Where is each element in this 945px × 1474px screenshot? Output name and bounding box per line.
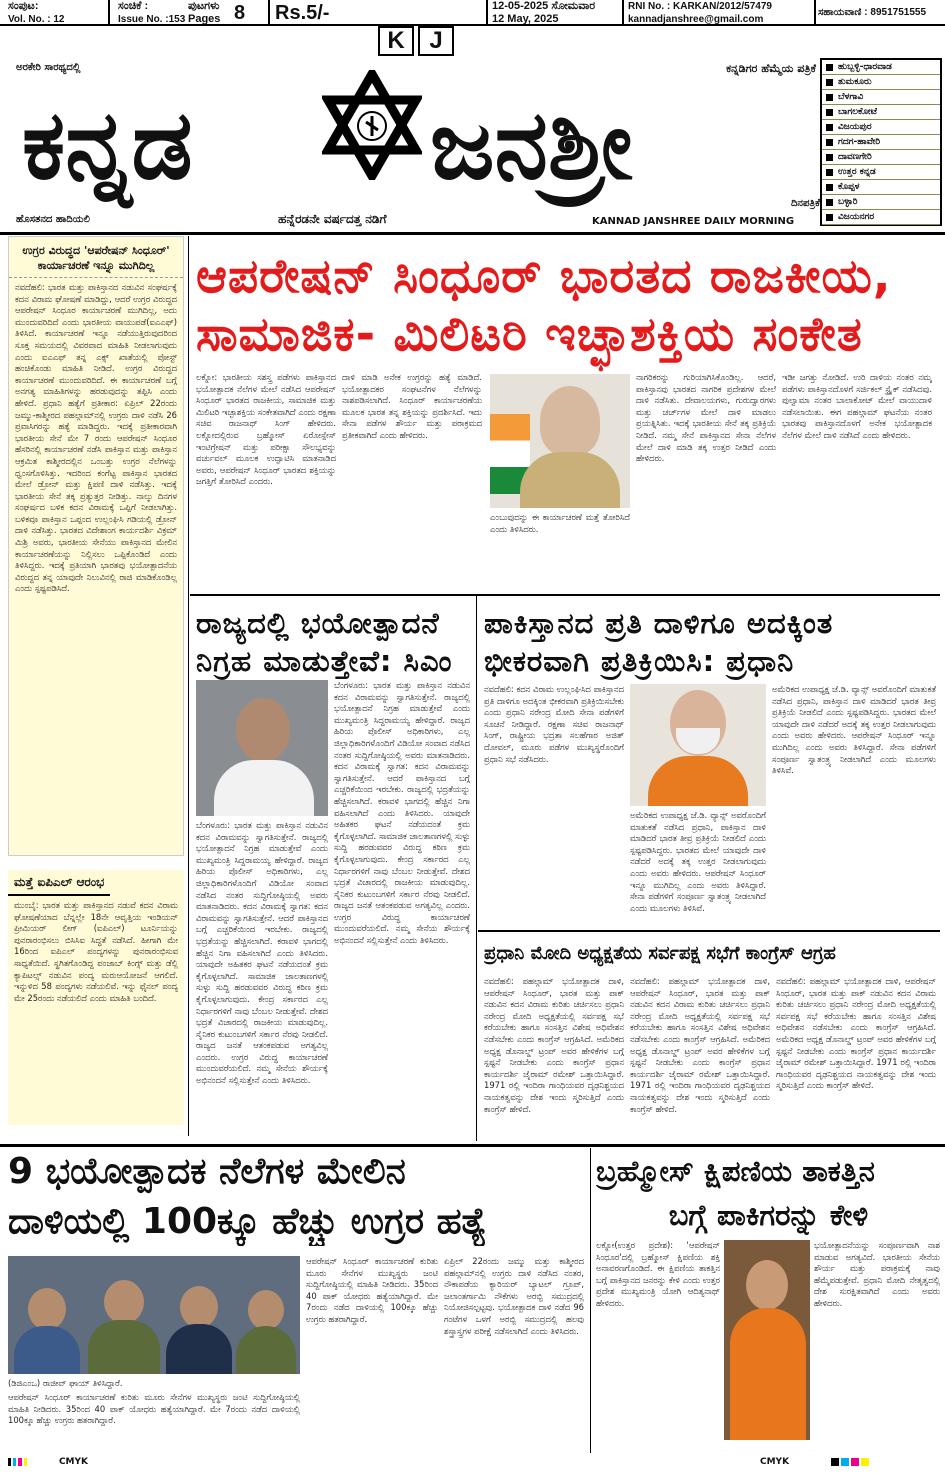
yogi-adityanath-photo: [724, 1240, 810, 1440]
cm-headline-line2: ನಿಗ್ರಹ ಮಾಡುತ್ತೇವೆ: ಸಿಎಂ: [196, 644, 453, 678]
main-headline-line1: ಆಪರೇಷನ್ ಸಿಂಧೂರ್ ಭಾರತದ ರಾಜಕೀಯ,: [196, 249, 892, 304]
pages-label: Pages: [188, 13, 221, 25]
masthead-title-b: ಜನಶ್ರೀ: [430, 89, 633, 201]
issue-number: Issue No. :153: [118, 14, 186, 25]
edition-item: ತುಮಕೂರು: [822, 75, 940, 90]
pm-headline-line1: ಪಾಕಿಸ್ತಾನದ ಪ್ರತಿ ದಾಳಿಗೂ ಅದಕ್ಕಿಂತ: [484, 606, 834, 640]
bottom-story-col3: ಏಪ್ರಿಲ್ 22ರಂದು ಜಮ್ಮು ಮತ್ತು ಕಾಶ್ಮೀರದ ಪಹಲ್ಗಾಮ್‌ನಲ್ಲಿ ಉಗ್ರರು ದಾಳಿ ನಡೆಸಿದ ನಂತರ, ನೌಕಾಪಡೆಯ ಕ್ಯಾರಿಯರ್ ಬ್ಯಾಟಲ್ ಗ್ರೂಪ್, ಜಲಾಂತರ್ಗಾಮಿ ನೌಕೆಗಳು ಅರಬ್ಬಿ ಸಮುದ್ರದಲ್ಲಿ ನಿಯೋಜಿಸಲ್ಪಟ್ಟವು. ಭಯೋತ್ಪಾದಕ ದಾಳಿ ನಡೆದ 96 ಗಂಟೆಗಳ ಒಳಗೆ ಅರಬ್ಬಿ ಸಮುದ್ರದಲ್ಲಿ ಹಲವು ಶಸ್ತ್ರಾಸ್ತ್ರಗಳ ಪರೀಕ್ಷೆ ನಡೆಸಲಾಗಿದೆ ಎಂದು ತಿಳಿಸಿದರು.: [444, 1256, 584, 1336]
left-story-title: ಉಗ್ರರ ವಿರುದ್ಧದ 'ಆಪರೇಷನ್ ಸಿಂಧೂರ್' ಕಾರ್ಯಾಚರಣೆ ಇನ್ನೂ ಮುಗಿದಿಲ್ಲ: [9, 237, 183, 278]
brahmos-story-col1: ಲಕ್ನೋ(ಉತ್ತರ ಪ್ರದೇಶ): 'ಆಪರೇಷನ್ ಸಿಂಧೂರ'ದಲ್ಲಿ ಬ್ರಹ್ಮೋಸ್ ಕ್ಷಿಪಣಿಯ ಶಕ್ತಿ ಅನಾವರಣಗೊಂಡಿದೆ. ಈ ಕ್ಷಿಪಣಿಯ ತಾಕತ್ತಿನ ಬಗ್ಗೆ ಪಾಕಿಸ್ತಾನದ ಜನರನ್ನು ಕೇಳಿ ಎಂದು ಉತ್ತರ ಪ್ರದೇಶ ಮುಖ್ಯಮಂತ್ರಿ ಯೋಗಿ ಆದಿತ್ಯನಾಥ್ ಹೇಳಿದರು.: [596, 1240, 720, 1308]
helpline: ಸಹಾಯವಾಣಿ : 8951751555: [818, 7, 927, 18]
date-en: 12 May, 2025: [492, 13, 559, 25]
cm-headline-line1: ರಾಜ್ಯದಲ್ಲಿ ಭಯೋತ್ಪಾದನೆ: [196, 606, 440, 640]
section-divider-2: [478, 930, 940, 932]
brahmos-headline-line2: ಬಗ್ಗೆ ಪಾಕಿಗರನ್ನು ಕೇಳಿ: [668, 1198, 869, 1232]
edition-item: ಉತ್ತರ ಕನ್ನಡ: [822, 165, 940, 180]
edition-item: ಹುಬ್ಬಳ್ಳಿ-ಧಾರವಾಡ: [822, 60, 940, 75]
section-divider: [190, 594, 940, 596]
congress-story-continued-2: ನವದೆಹಲಿ: ಪಹಲ್ಗಾಮ್ ಭಯೋತ್ಪಾದಕ ದಾಳಿ, ಆಪರೇಷನ್ ಸಿಂಧೂರ್, ಭಾರತ ಮತ್ತು ಪಾಕ್ ನಡುವಿನ ಕದನ ವಿರಾಮ ಕುರಿತು ಚರ್ಚಿಸಲು ಪ್ರಧಾನಿ ನರೇಂದ್ರ ಮೋದಿ ಅಧ್ಯಕ್ಷತೆಯಲ್ಲಿ ಸರ್ವಪಕ್ಷ ಸಭೆ ಕರೆಯಬೇಕು ಹಾಗೂ ಸಂಸತ್ತಿನ ವಿಶೇಷ ಅಧಿವೇಶನ ನಡೆಸಬೇಕು ಎಂದು ಕಾಂಗ್ರೆಸ್ ಆಗ್ರಹಿಸಿದೆ. ಅಮೆರಿಕದ ಅಧ್ಯಕ್ಷ ಡೊನಾಲ್ಡ್ ಟ್ರಂಪ್ ಅವರ ಹೇಳಿಕೆಗಳ ಬಗ್ಗೆ ಸ್ಪಷ್ಟನೆ ನೀಡಬೇಕು ಎಂದು ಕಾಂಗ್ರೆಸ್ ಪ್ರಧಾನ ಕಾರ್ಯದರ್ಶಿ ಜೈರಾಮ್ ರಮೇಶ್ ಒತ್ತಾಯಿಸಿದ್ದಾರೆ. 1971 ರಲ್ಲಿ ಇಂದಿರಾ ಗಾಂಧಿಯವರ ದೃಢನಿಶ್ಚಯದ ನಾಯಕತ್ವವನ್ನು ದೇಶ ಇಂದು ಸ್ಮರಿಸುತ್ತಿದೆ ಎಂದು ಕಾಂಗ್ರೆಸ್ ಹೇಳಿದೆ.: [776, 976, 936, 1091]
bottom-headline-line1: 9 ಭಯೋತ್ಪಾದಕ ನೆಲೆಗಳ ಮೇಲಿನ: [8, 1151, 406, 1192]
pm-headline-line2: ಭೀಕರವಾಗಿ ಪ್ರತಿಕ್ರಿಯಿಸಿ: ಪ್ರಧಾನಿ: [484, 644, 795, 678]
pm-story-col2: ಅಮೆರಿಕದ ಉಪಾಧ್ಯಕ್ಷ ಜೆ.ಡಿ. ವ್ಯಾನ್ಸ್ ಅವರೊಂದಿಗೆ ಮಾತುಕತೆ ನಡೆಸಿದ ಪ್ರಧಾನಿ, ಪಾಕಿಸ್ತಾನ ದಾಳಿ ಮಾಡಿದರೆ ಭಾರತ ತೀವ್ರ ಪ್ರತಿಕ್ರಿಯೆ ನೀಡಲಿದೆ ಎಂದು ಸ್ಪಷ್ಟಪಡಿಸಿದ್ದರು. ಭಾರತದ ಮೇಲೆ ಯಾವುದೇ ದಾಳಿ ನಡೆದರೆ ಅದಕ್ಕೆ ತಕ್ಕ ಉತ್ತರ ನೀಡಲಾಗುವುದು ಎಂದು ಅವರು ಹೇಳಿದರು. ಆಪರೇಷನ್ ಸಿಂಧೂರ್ ಇನ್ನೂ ಮುಗಿದಿಲ್ಲ ಎಂದು ಅವರು ತಿಳಿಸಿದ್ದಾರೆ. ಸೇನಾ ಪಡೆಗಳಿಗೆ ಸಂಪೂರ್ಣ ಸ್ವಾತಂತ್ರ್ಯ ನೀಡಲಾಗಿದೆ ಎಂದು ಮೂಲಗಳು ತಿಳಿಸಿವೆ.: [630, 810, 766, 913]
cm-story-col1: ಬೆಂಗಳೂರು: ಭಾರತ ಮತ್ತು ಪಾಕಿಸ್ತಾನ ನಡುವಿನ ಕದನ ವಿರಾಮವನ್ನು ಸ್ವಾಗತಿಸುತ್ತೇನೆ. ರಾಜ್ಯದಲ್ಲಿ ಭಯೋತ್ಪಾದನೆ ನಿಗ್ರಹ ಮಾಡುತ್ತೇವೆ ಎಂದು ಮುಖ್ಯಮಂತ್ರಿ ಸಿದ್ದರಾಮಯ್ಯ ಹೇಳಿದ್ದಾರೆ. ರಾಜ್ಯದ ಹಿರಿಯ ಪೊಲೀಸ್ ಅಧಿಕಾರಿಗಳು, ಎಲ್ಲ ಜಿಲ್ಲಾಧಿಕಾರಿಗಳೊಂದಿಗೆ ವಿಡಿಯೋ ಸಂವಾದ ನಡೆಸಿದ ನಂತರ ಸುದ್ದಿಗೋಷ್ಠಿಯಲ್ಲಿ ಅವರು ಮಾತನಾಡಿದರು. ಕದನ ವಿರಾಮಕ್ಕೆ ಸ್ವಾಗತ: ಕದನ ವಿರಾಮವನ್ನು ಸ್ವಾಗತಿಸುತ್ತೇನೆ. ಆದರೆ ಪಾಕಿಸ್ತಾನದ ಬಗ್ಗೆ ಎಚ್ಚರಿಕೆಯಿಂದ ಇರಬೇಕು. ರಾಜ್ಯದಲ್ಲಿ ಭದ್ರತೆಯನ್ನು ಹೆಚ್ಚಿಸಲಾಗಿದೆ. ಕರಾವಳಿ ಭಾಗದಲ್ಲಿ ಹೆಚ್ಚಿನ ನಿಗಾ ವಹಿಸಲಾಗಿದೆ ಎಂದು ತಿಳಿಸಿದರು. ಯಾವುದೇ ಅಹಿತಕರ ಘಟನೆ ನಡೆಯದಂತೆ ಕ್ರಮ ಕೈಗೊಳ್ಳಲಾಗಿದೆ. ಸಾಮಾಜಿಕ ಜಾಲತಾಣಗಳಲ್ಲಿ ಸುಳ್ಳು ಸುದ್ದಿ ಹರಡುವವರ ವಿರುದ್ಧ ಕಠಿಣ ಕ್ರಮ ಕೈಗೊಳ್ಳಲಾಗುವುದು. ಕೇಂದ್ರ ಸರ್ಕಾರದ ಎಲ್ಲ ನಿರ್ಧಾರಗಳಿಗೆ ನಾವು ಬೆಂಬಲ ನೀಡುತ್ತೇವೆ. ದೇಶದ ಭದ್ರತೆ ವಿಚಾರದಲ್ಲಿ ರಾಜಕೀಯ ಮಾಡುವುದಿಲ್ಲ. ಸೈನಿಕರ ಕುಟುಂಬಗಳಿಗೆ ಸರ್ಕಾರ ನೆರವು ನೀಡಲಿದೆ. ರಾಜ್ಯದ ಜನತೆ ಆತಂಕಪಡುವ ಅಗತ್ಯವಿಲ್ಲ ಎಂದರು. ಉಗ್ರರ ವಿರುದ್ಧ ಕಾರ್ಯಾಚರಣೆ ಮುಂದುವರೆಯಲಿದೆ. ನಮ್ಮ ಸೇನೆಯ ಶೌರ್ಯಕ್ಕೆ ಅಭಿನಂದನೆ ಸಲ್ಲಿಸುತ್ತೇನೆ ಎಂದು ತಿಳಿಸಿದರು.: [196, 820, 328, 1086]
masthead-daily: ದಿನಪತ್ರಿಕೆ: [790, 198, 820, 209]
bottom-headline-line2: ದಾಳಿಯಲ್ಲಿ 100ಕ್ಕೂ ಹೆಚ್ಚು ಉಗ್ರರ ಹತ್ಯೆ: [8, 1201, 488, 1242]
masthead-tagline: ಹನ್ನೆರಡನೇ ವರ್ಷದತ್ತ ನಡಿಗೆ: [278, 212, 387, 226]
column-divider-2: [476, 596, 477, 1141]
masthead-bottom-left: ಹೊಸತನದ ಹಾದಿಯಲಿ: [16, 214, 90, 225]
ipl-story-body: ಮುಂಬೈ: ಭಾರತ ಮತ್ತು ಪಾಕಿಸ್ತಾನದ ನಡುವೆ ಕದನ ವಿರಾಮ ಘೋಷಣೆಯಾದ ಬೆನ್ನಲ್ಲೇ 18ನೇ ಆವೃತ್ತಿಯ ಇಂಡಿಯನ್ ಪ್ರೀಮಿಯರ್ ಲೀಗ್ (ಐಪಿಎಲ್) ಟೂರ್ನಿಯನ್ನು ಪುನರಾರಂಭಿಸಲು ಬಿಸಿಸಿಐ ಸಿದ್ಧತೆ ನಡೆಸಿದೆ. ಹೀಗಾಗಿ ಮೇ 16ರಿಂದ ಐಪಿಎಲ್ ಪಂದ್ಯಗಳನ್ನು ಪುನರಾರಂಭಿಸುವ ಸಾಧ್ಯತೆಯಿದೆ. ಸ್ಥಗಿತಗೊಂಡಿದ್ದ ಪಂಜಾಬ್ ಕಿಂಗ್ಸ್ ಮತ್ತು ಡೆಲ್ಲಿ ಕ್ಯಾಪಿಟಲ್ಸ್ ನಡುವಿನ ಪಂದ್ಯ ಮರುಆಯೋಜನೆ ಆಗಲಿದೆ. ಇನ್ನುಳಿದ 58 ಪಂದ್ಯಗಳು ನಡೆಯಲಿವೆ. ಇನ್ನು ಫೈನಲ್ ಪಂದ್ಯ ಮೇ 25ರಂದು ನಡೆಯಲಿದೆ ಎಂದು ಮಾಹಿತಿ ಬಂದಿದೆ.: [14, 900, 178, 1003]
brahmos-headline-line1: ಬ್ರಹ್ಮೋಸ್ ಕ್ಷಿಪಣಿಯ ತಾಕತ್ತಿನ: [596, 1154, 875, 1188]
pages-count: 8: [234, 2, 246, 24]
pm-story-continued: ಅಮೆರಿಕದ ಉಪಾಧ್ಯಕ್ಷ ಜೆ.ಡಿ. ವ್ಯಾನ್ಸ್ ಅವರೊಂದಿಗೆ ಮಾತುಕತೆ ನಡೆಸಿದ ಪ್ರಧಾನಿ, ಪಾಕಿಸ್ತಾನ ದಾಳಿ ಮಾಡಿದರೆ ಭಾರತ ತೀವ್ರ ಪ್ರತಿಕ್ರಿಯೆ ನೀಡಲಿದೆ ಎಂದು ಸ್ಪಷ್ಟಪಡಿಸಿದ್ದರು. ಭಾರತದ ಮೇಲೆ ಯಾವುದೇ ದಾಳಿ ನಡೆದರೆ ಅದಕ್ಕೆ ತಕ್ಕ ಉತ್ತರ ನೀಡಲಾಗುವುದು ಎಂದು ಅವರು ಹೇಳಿದರು. ಆಪರೇಷನ್ ಸಿಂಧೂರ್ ಇನ್ನೂ ಮುಗಿದಿಲ್ಲ ಎಂದು ಅವರು ತಿಳಿಸಿದ್ದಾರೆ. ಸೇನಾ ಪಡೆಗಳಿಗೆ ಸಂಪೂರ್ಣ ಸ್ವಾತಂತ್ರ್ಯ ನೀಡಲಾಗಿದೆ ಎಂದು ಮೂಲಗಳು ತಿಳಿಸಿವೆ.: [772, 684, 936, 776]
print-color-bar-right: [760, 1456, 940, 1468]
logo-k: K: [378, 26, 414, 56]
edition-item: ಬಾಗಲಕೋಟೆ: [822, 105, 940, 120]
military-briefing-photo: [8, 1256, 300, 1374]
rni-block: [628, 0, 813, 26]
main-headline-line2: ಸಾಮಾಜಿಕ- ಮಿಲಿಟರಿ ಇಚ್ಛಾಶಕ್ತಿಯ ಸಂಕೇತ: [196, 307, 863, 362]
main-story-col3: ನಾಗರಿಕರನ್ನು ಗುರಿಯಾಗಿಸಿಕೊಂಡಿಲ್ಲ. ಆದರೆ, ಪಾಕಿಸ್ತಾನವು ಭಾರತದ ನಾಗರಿಕ ಪ್ರದೇಶಗಳ ಮೇಲೆ ದಾಳಿ ನಡೆಸಿತು. ದೇವಾಲಯಗಳು, ಗುರುದ್ವಾರಗಳು ಮತ್ತು ಚರ್ಚ್‌ಗಳ ಮೇಲೆ ದಾಳಿ ಮಾಡಲು ಪ್ರಯತ್ನಿಸಿತು. ಇದಕ್ಕೆ ಭಾರತೀಯ ಸೇನೆ ತಕ್ಕ ಪ್ರತಿಕ್ರಿಯೆ ನೀಡಿದೆ. ನಮ್ಮ ಸೇನೆ ಪಾಕಿಸ್ತಾನದ ಸೇನಾ ನೆಲೆಗಳ ಮೇಲೆ ದಾಳಿ ಮಾಡಿ ತಕ್ಕ ಉತ್ತರ ನೀಡಿದೆ ಎಂದು ಹೇಳಿದರು.: [636, 372, 776, 464]
congress-story-continued: ನವದೆಹಲಿ: ಪಹಲ್ಗಾಮ್ ಭಯೋತ್ಪಾದಕ ದಾಳಿ, ಆಪರೇಷನ್ ಸಿಂಧೂರ್, ಭಾರತ ಮತ್ತು ಪಾಕ್ ನಡುವಿನ ಕದನ ವಿರಾಮ ಕುರಿತು ಚರ್ಚಿಸಲು ಪ್ರಧಾನಿ ನರೇಂದ್ರ ಮೋದಿ ಅಧ್ಯಕ್ಷತೆಯಲ್ಲಿ ಸರ್ವಪಕ್ಷ ಸಭೆ ಕರೆಯಬೇಕು ಹಾಗೂ ಸಂಸತ್ತಿನ ವಿಶೇಷ ಅಧಿವೇಶನ ನಡೆಸಬೇಕು ಎಂದು ಕಾಂಗ್ರೆಸ್ ಆಗ್ರಹಿಸಿದೆ. ಅಮೆರಿಕದ ಅಧ್ಯಕ್ಷ ಡೊನಾಲ್ಡ್ ಟ್ರಂಪ್ ಅವರ ಹೇಳಿಕೆಗಳ ಬಗ್ಗೆ ಸ್ಪಷ್ಟನೆ ನೀಡಬೇಕು ಎಂದು ಕಾಂಗ್ರೆಸ್ ಪ್ರಧಾನ ಕಾರ್ಯದರ್ಶಿ ಜೈರಾಮ್ ರಮೇಶ್ ಒತ್ತಾಯಿಸಿದ್ದಾರೆ. 1971 ರಲ್ಲಿ ಇಂದಿರಾ ಗಾಂಧಿಯವರ ದೃಢನಿಶ್ಚಯದ ನಾಯಕತ್ವವನ್ನು ದೇಶ ಇಂದು ಸ್ಮರಿಸುತ್ತಿದೆ ಎಂದು ಕಾಂಗ್ರೆಸ್ ಹೇಳಿದೆ.: [630, 976, 770, 1114]
vol-number: Vol. No. : 12: [8, 14, 65, 25]
left-column-story: [8, 236, 184, 856]
left-story-body: ನವದೆಹಲಿ: ಭಾರತ ಮತ್ತು ಪಾಕಿಸ್ತಾನದ ನಡುವಿನ ಸಂಘರ್ಷಕ್ಕೆ ಕದನ ವಿರಾಮ ಘೋಷಣೆ ಮಾಡಿದ್ದು, ಆದರೆ ಉಗ್ರರ ವಿರುದ್ಧದ ಆಪರೇಷನ್ ಸಿಂಧೂರ ಕಾರ್ಯಾಚರಣೆ ಮುಗಿದಿಲ್ಲ, ಅದು ಮುಂದುವರಿದಿದೆ ಎಂದು ಭಾರತೀಯ ವಾಯುಪಡೆ(ಐಎಎಫ್) ತಿಳಿಸಿದೆ. ಕಾರ್ಯಾಚರಣೆ ಇನ್ನೂ ನಡೆಯುತ್ತಿರುವುದರಿಂದ ಸೂಕ್ತ ಸಮಯದಲ್ಲಿ ವಿವರವಾದ ಮಾಹಿತಿ ನೀಡಲಾಗುವುದು ಎಂದು ಐಎಎಫ್ ತನ್ನ ಎಕ್ಸ್ ಖಾತೆಯಲ್ಲಿ ಪೋಸ್ಟ್ ಹಂಚಿಕೊಂಡು ಮಾಹಿತಿ ನೀಡಿದೆ. ಉಗ್ರರ ವಿರುದ್ಧದ ಕಾರ್ಯಾಚರಣೆ ಮುಂದುವರಿದಿದೆ. ಈ ಕಾರ್ಯಾಚರಣೆ ಬಗ್ಗೆ ಅನಗತ್ಯ ಮಾಹಿತಿಗಳನ್ನು ಹರಡುವುದನ್ನು ತಪ್ಪಿಸಿ ಎಂದು ಹೇಳಿದೆ. ಪ್ರಧಾನಿ ಹತ್ಯೆಗೆ ಪ್ರತೀಕಾರ: ಏಪ್ರಿಲ್ 22ರಂದು ಜಮ್ಮು-ಕಾಶ್ಮೀರದ ಪಹಲ್ಗಾಮ್‌ನಲ್ಲಿ ಉಗ್ರರು ದಾಳಿ ನಡೆಸಿ 26 ಪ್ರವಾಸಿಗರನ್ನು ಹತ್ಯೆ ಮಾಡಿದ್ದರು. ಇದಕ್ಕೆ ಪ್ರತೀಕಾರವಾಗಿ ಭಾರತೀಯ ಸೇನೆ ಮೇ 7 ರಂದು ಆಪರೇಷನ್ ಸಿಂಧೂರ ಹೆಸರಿನಲ್ಲಿ ಕಾರ್ಯಾಚರಣೆ ನಡೆಸಿ ಪಾಕಿಸ್ತಾನ ಮತ್ತು ಪಾಕಿಸ್ತಾನ ಆಕ್ರಮಿತ ಕಾಶ್ಮೀರದಲ್ಲಿನ ಒಂಬತ್ತು ಉಗ್ರರ ನೆಲೆಗಳನ್ನು ಧ್ವಂಸಗೊಳಿಸಿತ್ತು. ಇದರಿಂದ ಕಂಗೆಟ್ಟ ಪಾಕಿಸ್ತಾನ ಭಾರತದ ಮೇಲೆ ಡ್ರೋನ್ ಮತ್ತು ಕ್ಷಿಪಣಿ ದಾಳಿ ನಡೆಸಿತ್ತು. ಇದಕ್ಕೆ ಭಾರತೀಯ ಸೇನೆ ತಕ್ಕ ಪ್ರತ್ಯುತ್ತರ ನೀಡಿತ್ತು. ನಾಲ್ಕು ದಿನಗಳ ಸಂಘರ್ಷದ ಬಳಿಕ ಕದನ ವಿರಾಮಕ್ಕೆ ಒಪ್ಪಿಗೆ ನೀಡಲಾಗಿತ್ತು. ಬಳಿಕವೂ ಪಾಕಿಸ್ತಾನ ಒಪ್ಪಂದ ಉಲ್ಲಂಘಿಸಿ ಗಡಿಯಲ್ಲಿ ಡ್ರೋನ್ ದಾಳಿ ನಡೆಸಿತ್ತು. ಭಾರತದ ವಿದೇಶಾಂಗ ಕಾರ್ಯದರ್ಶಿ ವಿಕ್ರಮ್ ಮಿಶ್ರಿ ಅವರು, ಭಾರತೀಯ ಸೇನೆಯು ಪಾಕಿಸ್ತಾನದ ಮೇಲಿನ ಕಾರ್ಯಾಚರಣೆಯನ್ನು ನಿಲ್ಲಿಸಲು ಒಪ್ಪಿಕೊಂಡಿದೆ ಎಂದು ತಿಳಿಸಿದ್ದರು. ಇದಕ್ಕೆ ಪ್ರತಿಯಾಗಿ ಭಾರತವು ಭಯೋತ್ಪಾದನೆಯ ವಿರುದ್ಧದ ತನ್ನ ಯಾವುದೇ ನಿಲುವಿನಲ್ಲಿ ರಾಜಿ ಮಾಡಿಕೊಂಡಿಲ್ಲ ಎಂದು ಸ್ಪಷ್ಟಪಡಿಸಿದೆ.: [15, 282, 177, 594]
pages-label-kn: ಪುಟಗಳು: [188, 0, 220, 12]
main-story-caption: ಎಂಬುವುದನ್ನು ಈ ಕಾರ್ಯಾಚರಣೆ ಮತ್ತೆ ತೋರಿಸಿದೆ ಎಂದು ತಿಳಿಸಿದರು.: [490, 512, 630, 534]
masthead-left-sub: ಅರಕೇರಿ ಸಾರಥ್ಯದಲ್ಲಿ: [16, 62, 81, 73]
masthead-divider: [0, 232, 945, 235]
edition-item: ದಾವಣಗೇರಿ: [822, 150, 940, 165]
military-photo-caption: (ಡಿಜಿಎಂಒ) ರಾಜೀವ್ ಘಾಯ್ ತಿಳಿಸಿದ್ದಾರೆ.: [8, 1378, 123, 1388]
congress-headline: ಪ್ರಧಾನಿ ಮೋದಿ ಅಧ್ಯಕ್ಷತೆಯ ಸರ್ವಪಕ್ಷ ಸಭೆಗೆ ಕಾಂಗ್ರೆಸ್ ಆಗ್ರಹ: [484, 943, 836, 964]
logo-j: J: [418, 26, 454, 56]
star-emblem-icon: [322, 70, 422, 180]
masthead-title-a: ಕನ್ನಡ: [22, 89, 193, 201]
masthead-right-sub: ಕನ್ನಡಿಗರ ಹೆಮ್ಮೆಯ ಪತ್ರಿಕೆ: [726, 62, 816, 75]
ipl-story-title: ಮತ್ತೆ ಐಪಿಎಲ್ ಆರಂಭ: [8, 870, 110, 896]
email: kannadjanshree@gmail.com: [628, 14, 764, 25]
price: Rs.5/-: [275, 2, 330, 24]
siddaramaiah-photo: [196, 680, 328, 816]
issue-block: [118, 0, 198, 26]
bottom-story-col1: ಆಪರೇಷನ್ ಸಿಂಧೂರ್ ಕಾರ್ಯಾಚರಣೆ ಕುರಿತು ಮೂರು ಸೇನೆಗಳ ಮುಖ್ಯಸ್ಥರು ಜಂಟಿ ಸುದ್ದಿಗೋಷ್ಠಿಯಲ್ಲಿ ಮಾಹಿತಿ ನೀಡಿದರು. 35ರಿಂದ 40 ಪಾಕ್ ಯೋಧರು ಹತ್ಯೆಯಾಗಿದ್ದಾರೆ. ಮೇ 7ರಂದು ನಡೆದ ದಾಳಿಯಲ್ಲಿ 100ಕ್ಕೂ ಹೆಚ್ಚು ಉಗ್ರರು ಹತರಾಗಿದ್ದಾರೆ.: [8, 1392, 300, 1426]
edition-item: ಬಳ್ಳಾರಿ: [822, 195, 940, 210]
pm-story-col1: ನವದೆಹಲಿ: ಕದನ ವಿರಾಮ ಉಲ್ಲಂಘಿಸಿದ ಪಾಕಿಸ್ತಾನದ ಪ್ರತಿ ದಾಳಿಗೂ ಅದಕ್ಕಿಂತ ಭೀಕರವಾಗಿ ಪ್ರತಿಕ್ರಿಯಿಸಬೇಕು ಎಂದು ಪ್ರಧಾನಿ ನರೇಂದ್ರ ಮೋದಿ ಸೇನಾ ಪಡೆಗಳಿಗೆ ಸೂಚನೆ ನೀಡಿದ್ದಾರೆ. ರಕ್ಷಣಾ ಸಚಿವ ರಾಜನಾಥ್ ಸಿಂಗ್, ರಾಷ್ಟ್ರೀಯ ಭದ್ರತಾ ಸಲಹೆಗಾರ ಅಜಿತ್ ದೋವಲ್, ಮೂರು ಪಡೆಗಳ ಮುಖ್ಯಸ್ಥರೊಂದಿಗೆ ಪ್ರಧಾನಿ ಸಭೆ ನಡೆಸಿದರು.: [484, 684, 624, 764]
edition-item: ಕೊಪ್ಪಳ: [822, 180, 940, 195]
date-block: [492, 0, 622, 26]
date-kn: 12-05-2025 ಸೋಮವಾರ: [492, 0, 596, 12]
rajnath-singh-photo: [490, 374, 630, 508]
masthead-english: KANNAD JANSHREE DAILY MORNING: [592, 216, 795, 227]
cmyk-mark-left: CMYK: [58, 1457, 88, 1467]
cm-story-col2: [334, 680, 470, 1140]
edition-item: ವಿಜಯಪುರ: [822, 120, 940, 135]
modi-photo: [630, 684, 766, 806]
editions-list: [820, 58, 942, 226]
issue-label-kn: ಸಂಚಿಕೆ :: [118, 0, 149, 12]
column-divider-3: [590, 1148, 591, 1453]
volume-block: [8, 0, 70, 26]
print-color-bar-left: [8, 1456, 88, 1468]
kj-logo: [378, 26, 458, 56]
cmyk-mark-right: CMYK: [760, 1457, 790, 1467]
bottom-story-col2: ಆಪರೇಷನ್ ಸಿಂಧೂರ್ ಕಾರ್ಯಾಚರಣೆ ಕುರಿತು ಮೂರು ಸೇನೆಗಳ ಮುಖ್ಯಸ್ಥರು ಜಂಟಿ ಸುದ್ದಿಗೋಷ್ಠಿಯಲ್ಲಿ ಮಾಹಿತಿ ನೀಡಿದರು. 35ರಿಂದ 40 ಪಾಕ್ ಯೋಧರು ಹತ್ಯೆಯಾಗಿದ್ದಾರೆ. ಮೇ 7ರಂದು ನಡೆದ ದಾಳಿಯಲ್ಲಿ 100ಕ್ಕೂ ಹೆಚ್ಚು ಉಗ್ರರು ಹತರಾಗಿದ್ದಾರೆ.: [306, 1256, 438, 1324]
main-story-col1: ಲಕ್ನೋ: ಭಾರತೀಯ ಸಶಸ್ತ್ರ ಪಡೆಗಳು ಪಾಕಿಸ್ತಾನದ ಭಯೋತ್ಪಾದಕ ನೆಲೆಗಳ ಮೇಲೆ ನಡೆಸಿದ ಆಪರೇಷನ್ ಸಿಂಧೂರ್ ಭಾರತದ ರಾಜಕೀಯ, ಸಾಮಾಜಿಕ ಮತ್ತು ಮಿಲಿಟರಿ ಇಚ್ಛಾಶಕ್ತಿಯ ಸಂಕೇತವಾಗಿದೆ ಎಂದು ರಕ್ಷಣಾ ಸಚಿವ ರಾಜನಾಥ್ ಸಿಂಗ್ ಹೇಳಿದರು. ಲಕ್ನೋದಲ್ಲಿರುವ ಬ್ರಹ್ಮೋಸ್ ಏರೋಸ್ಪೇಸ್ ಇಂಟಿಗ್ರೇಷನ್ ಮತ್ತು ಪರೀಕ್ಷಾ ಸೌಲಭ್ಯವನ್ನು ವರ್ಚುವಲ್ ಮೂಲಕ ಉದ್ಘಾಟಿಸಿ ಮಾತನಾಡಿದ ಅವರು, ಆಪರೇಷನ್ ಸಿಂಧೂರ್ ಭಾರತದ ಶಕ್ತಿಯನ್ನು ಜಗತ್ತಿಗೆ ತೋರಿಸಿದೆ ಎಂದರು.: [196, 372, 336, 487]
pm-story-col3: [772, 684, 936, 924]
cm-story-continued: ಬೆಂಗಳೂರು: ಭಾರತ ಮತ್ತು ಪಾಕಿಸ್ತಾನ ನಡುವಿನ ಕದನ ವಿರಾಮವನ್ನು ಸ್ವಾಗತಿಸುತ್ತೇನೆ. ರಾಜ್ಯದಲ್ಲಿ ಭಯೋತ್ಪಾದನೆ ನಿಗ್ರಹ ಮಾಡುತ್ತೇವೆ ಎಂದು ಮುಖ್ಯಮಂತ್ರಿ ಸಿದ್ದರಾಮಯ್ಯ ಹೇಳಿದ್ದಾರೆ. ರಾಜ್ಯದ ಹಿರಿಯ ಪೊಲೀಸ್ ಅಧಿಕಾರಿಗಳು, ಎಲ್ಲ ಜಿಲ್ಲಾಧಿಕಾರಿಗಳೊಂದಿಗೆ ವಿಡಿಯೋ ಸಂವಾದ ನಡೆಸಿದ ನಂತರ ಸುದ್ದಿಗೋಷ್ಠಿಯಲ್ಲಿ ಅವರು ಮಾತನಾಡಿದರು. ಕದನ ವಿರಾಮಕ್ಕೆ ಸ್ವಾಗತ: ಕದನ ವಿರಾಮವನ್ನು ಸ್ವಾಗತಿಸುತ್ತೇನೆ. ಆದರೆ ಪಾಕಿಸ್ತಾನದ ಬಗ್ಗೆ ಎಚ್ಚರಿಕೆಯಿಂದ ಇರಬೇಕು. ರಾಜ್ಯದಲ್ಲಿ ಭದ್ರತೆಯನ್ನು ಹೆಚ್ಚಿಸಲಾಗಿದೆ. ಕರಾವಳಿ ಭಾಗದಲ್ಲಿ ಹೆಚ್ಚಿನ ನಿಗಾ ವಹಿಸಲಾಗಿದೆ ಎಂದು ತಿಳಿಸಿದರು. ಯಾವುದೇ ಅಹಿತಕರ ಘಟನೆ ನಡೆಯದಂತೆ ಕ್ರಮ ಕೈಗೊಳ್ಳಲಾಗಿದೆ. ಸಾಮಾಜಿಕ ಜಾಲತಾಣಗಳಲ್ಲಿ ಸುಳ್ಳು ಸುದ್ದಿ ಹರಡುವವರ ವಿರುದ್ಧ ಕಠಿಣ ಕ್ರಮ ಕೈಗೊಳ್ಳಲಾಗುವುದು. ಕೇಂದ್ರ ಸರ್ಕಾರದ ಎಲ್ಲ ನಿರ್ಧಾರಗಳಿಗೆ ನಾವು ಬೆಂಬಲ ನೀಡುತ್ತೇವೆ. ದೇಶದ ಭದ್ರತೆ ವಿಚಾರದಲ್ಲಿ ರಾಜಕೀಯ ಮಾಡುವುದಿಲ್ಲ. ಸೈನಿಕರ ಕುಟುಂಬಗಳಿಗೆ ಸರ್ಕಾರ ನೆರವು ನೀಡಲಿದೆ. ರಾಜ್ಯದ ಜನತೆ ಆತಂಕಪಡುವ ಅಗತ್ಯವಿಲ್ಲ ಎಂದರು. ಉಗ್ರರ ವಿರುದ್ಧ ಕಾರ್ಯಾಚರಣೆ ಮುಂದುವರೆಯಲಿದೆ. ನಮ್ಮ ಸೇನೆಯ ಶೌರ್ಯಕ್ಕೆ ಅಭಿನಂದನೆ ಸಲ್ಲಿಸುತ್ತೇನೆ ಎಂದು ತಿಳಿಸಿದರು.: [334, 680, 470, 946]
congress-story-col1: ನವದೆಹಲಿ: ಪಹಲ್ಗಾಮ್ ಭಯೋತ್ಪಾದಕ ದಾಳಿ, ಆಪರೇಷನ್ ಸಿಂಧೂರ್, ಭಾರತ ಮತ್ತು ಪಾಕ್ ನಡುವಿನ ಕದನ ವಿರಾಮ ಕುರಿತು ಚರ್ಚಿಸಲು ಪ್ರಧಾನಿ ನರೇಂದ್ರ ಮೋದಿ ಅಧ್ಯಕ್ಷತೆಯಲ್ಲಿ ಸರ್ವಪಕ್ಷ ಸಭೆ ಕರೆಯಬೇಕು ಹಾಗೂ ಸಂಸತ್ತಿನ ವಿಶೇಷ ಅಧಿವೇಶನ ನಡೆಸಬೇಕು ಎಂದು ಕಾಂಗ್ರೆಸ್ ಆಗ್ರಹಿಸಿದೆ. ಅಮೆರಿಕದ ಅಧ್ಯಕ್ಷ ಡೊನಾಲ್ಡ್ ಟ್ರಂಪ್ ಅವರ ಹೇಳಿಕೆಗಳ ಬಗ್ಗೆ ಸ್ಪಷ್ಟನೆ ನೀಡಬೇಕು ಎಂದು ಕಾಂಗ್ರೆಸ್ ಪ್ರಧಾನ ಕಾರ್ಯದರ್ಶಿ ಜೈರಾಮ್ ರಮೇಶ್ ಒತ್ತಾಯಿಸಿದ್ದಾರೆ. 1971 ರಲ್ಲಿ ಇಂದಿರಾ ಗಾಂಧಿಯವರ ದೃಢನಿಶ್ಚಯದ ನಾಯಕತ್ವವನ್ನು ದೇಶ ಇಂದು ಸ್ಮರಿಸುತ್ತಿದೆ ಎಂದು ಕಾಂಗ್ರೆಸ್ ಹೇಳಿದೆ.: [484, 976, 624, 1114]
main-story-col4: ಇಡೀ ಜಗತ್ತು ನೋಡಿದೆ. ಉರಿ ದಾಳಿಯ ನಂತರ ನಮ್ಮ ಪಡೆಗಳು ಪಾಕಿಸ್ತಾನದೊಳಗೆ ಸರ್ಜಿಕಲ್ ಸ್ಟ್ರೈಕ್ ನಡೆಸಿದವು. ಪುಲ್ವಾಮಾ ನಂತರ ಬಾಲಾಕೋಟ್ ಮೇಲೆ ವಾಯುದಾಳಿ ನಡೆಸಲಾಯಿತು. ಈಗ ಪಹಲ್ಗಾಮ್ ಘಟನೆಯ ನಂತರ ಭಾರತವು ಪಾಕಿಸ್ತಾನದೊಳಗೆ ಅನೇಕ ಭಯೋತ್ಪಾದಕ ನೆಲೆಗಳ ಮೇಲೆ ದಾಳಿ ನಡೆಸಿದೆ ಎಂದು ಹೇಳಿದರು.: [782, 372, 932, 440]
edition-item: ವಿಜಯನಗರ: [822, 210, 940, 225]
edition-item: ಗದಗ-ಹಾವೇರಿ: [822, 135, 940, 150]
top-info-bar: [0, 0, 945, 26]
rni-number: RNI No. : KARKAN/2012/57479: [628, 1, 772, 12]
left-column-ipl-story: [8, 870, 184, 1125]
main-story-col2: ದಾಳಿ ಮಾಡಿ ಅನೇಕ ಉಗ್ರರನ್ನು ಹತ್ಯೆ ಮಾಡಿದೆ. ಭಯೋತ್ಪಾದಕರ ಸಂಘಟನೆಗಳ ನೆಲೆಗಳನ್ನು ನಾಶಪಡಿಸಲಾಗಿದೆ. ಸಿಂಧೂರ್ ಕಾರ್ಯಾಚರಣೆಯ ಮೂಲಕ ಭಾರತ ತನ್ನ ಶಕ್ತಿಯನ್ನು ಪ್ರದರ್ಶಿಸಿದೆ. ಇದು ಸೇನಾ ಪಡೆಗಳ ಶೌರ್ಯ ಮತ್ತು ಪರಾಕ್ರಮದ ಪ್ರತೀಕವಾಗಿದೆ ಎಂದು ಹೇಳಿದರು.: [342, 372, 482, 440]
edition-item: ಬೆಳಗಾವಿ: [822, 90, 940, 105]
congress-story-col3: [776, 976, 936, 1138]
bottom-divider: [0, 1144, 945, 1147]
pages-block: [188, 0, 228, 26]
vol-label-kn: ಸಂಪುಟ:: [8, 0, 39, 12]
brahmos-story-col2: ಭಯೋತ್ಪಾದನೆಯನ್ನು ಸಂಪೂರ್ಣವಾಗಿ ನಾಶ ಮಾಡುವ ಅಗತ್ಯವಿದೆ. ಭಾರತೀಯ ಸೇನೆಯ ಶೌರ್ಯ ಮತ್ತು ಪರಾಕ್ರಮಕ್ಕೆ ನಾವು ಹೆಮ್ಮೆಪಡುತ್ತೇವೆ. ಪ್ರಧಾನಿ ಮೋದಿ ನೇತೃತ್ವದಲ್ಲಿ ದೇಶ ಸುರಕ್ಷಿತವಾಗಿದೆ ಎಂದು ಅವರು ಹೇಳಿದರು.: [814, 1240, 940, 1308]
congress-story-col2: [630, 976, 770, 1138]
column-divider: [188, 236, 189, 1136]
